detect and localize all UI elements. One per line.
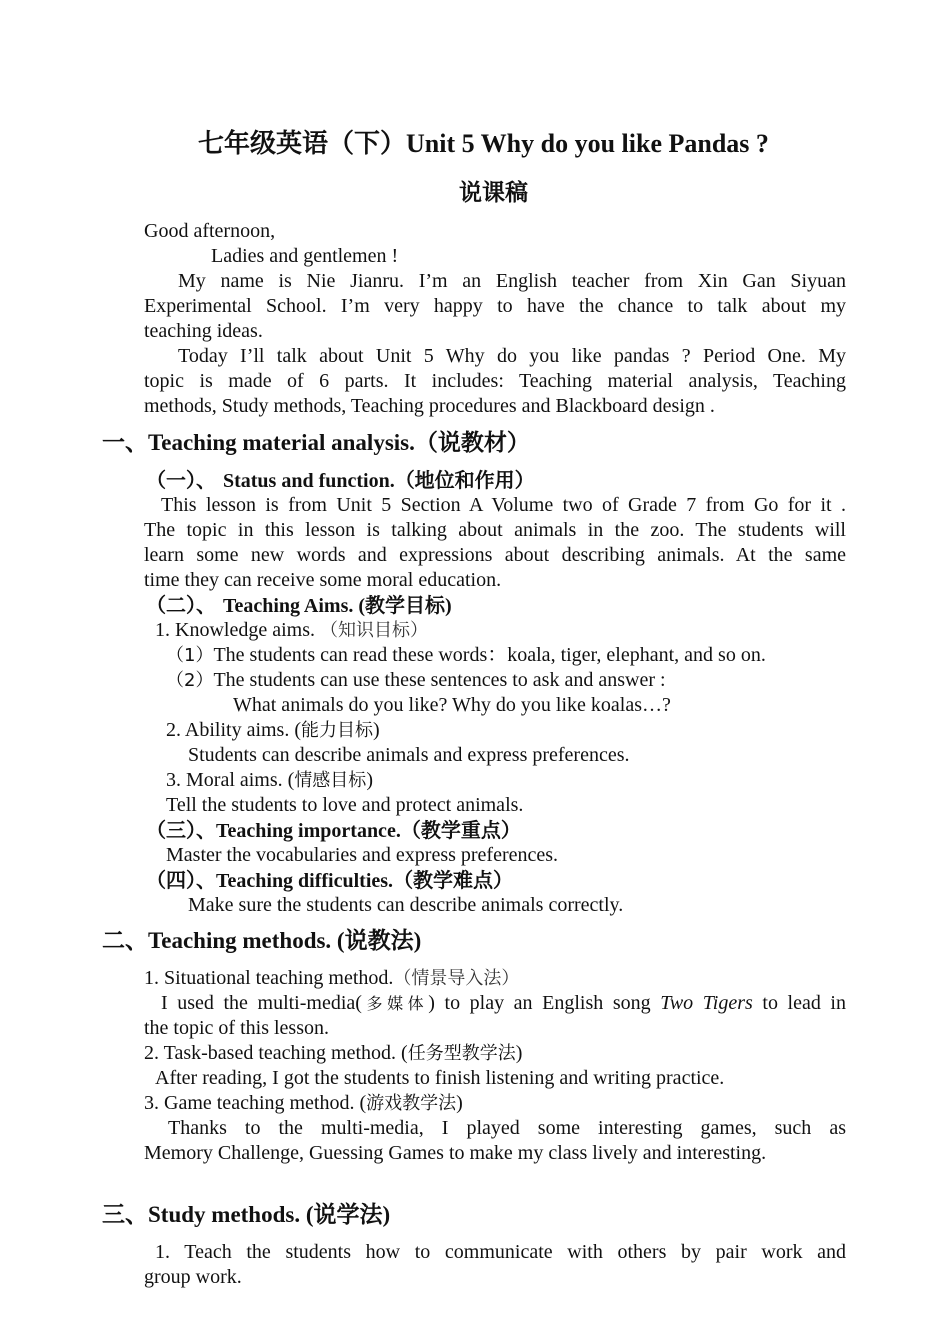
- knowledge-item-1: [166, 643, 766, 668]
- intro-p2-line-3: methods, Study methods, Teaching procedures and Blackboard design .: [144, 395, 715, 417]
- section3-title-end: ): [382, 1202, 391, 1227]
- moral-aims: [166, 768, 373, 793]
- method-3: [144, 1091, 463, 1116]
- sub1-text-line-1: This lesson is from Unit 5 Section A Volume two of Grade 7 from Go for it .: [161, 494, 846, 516]
- moral-aims-label: 3. Moral aims. (: [166, 769, 295, 791]
- sub4-text: Make sure the students can describe animals correctly.: [188, 894, 624, 916]
- moral-aims-cn: 情感目标: [294, 770, 367, 791]
- document-title: [198, 128, 769, 160]
- song-title: Two Tigers: [660, 992, 753, 1014]
- sub3-title: Teaching importance.: [216, 820, 401, 842]
- sub1-heading: [146, 468, 535, 494]
- section2-heading: [102, 926, 421, 956]
- sub1-title-cn: （地位和作用）: [394, 468, 535, 492]
- intro-p2-line-2: topic is made of 6 parts. It includes: Teaching material analysis, Teaching: [144, 370, 846, 392]
- sub3-heading: [146, 818, 521, 844]
- sub4-number: （四）、: [146, 868, 216, 892]
- method-1-text-cn: 多媒体: [361, 994, 429, 1013]
- section2-number: 二、: [102, 928, 148, 954]
- sub3-text: Master the vocabularies and express preferences.: [166, 844, 559, 866]
- method-2-label: 2. Task-based teaching method. (: [144, 1042, 408, 1064]
- knowledge-aims-cn: （知识目标）: [319, 620, 428, 641]
- sub2-title-cn: 教学目标: [365, 593, 446, 617]
- method-2-text: After reading, I got the students to finish listening and writing practice.: [155, 1067, 725, 1089]
- knowledge-item-1-number: （1）: [166, 645, 214, 666]
- method-3-cn: 游戏教学法: [366, 1093, 457, 1114]
- sub4-heading: [146, 868, 513, 894]
- section1-title-cn: （说教材）: [414, 430, 530, 456]
- moral-aims-end: ): [366, 769, 373, 791]
- intro-p2-line-1: Today I’ll talk about Unit 5 Why do you like pandas ? Period One. My: [178, 345, 846, 367]
- method-1: [144, 966, 519, 991]
- sub1-text-line-4: time they can receive some moral education.: [144, 569, 502, 591]
- intro-p1-line-3: teaching ideas.: [144, 320, 263, 342]
- sub4-title-cn: （教学难点）: [393, 868, 514, 892]
- knowledge-aims-label: 1. Knowledge aims.: [155, 619, 320, 641]
- greeting-line-2: Ladies and gentlemen !: [211, 245, 399, 267]
- method-3-label: 3. Game teaching method. (: [144, 1092, 367, 1114]
- method-1-text-a: I used the multi-media(: [161, 992, 362, 1014]
- knowledge-item-2-questions: What animals do you like? Why do you like koalas…?: [233, 694, 671, 716]
- sub3-title-cn: （教学重点）: [400, 818, 521, 842]
- knowledge-item-2: [166, 668, 666, 693]
- knowledge-aims: [155, 618, 428, 643]
- section3-title-cn: 说学法: [313, 1202, 383, 1228]
- method-2-cn: 任务型教学法: [407, 1043, 516, 1064]
- method-2-end: ): [515, 1042, 523, 1064]
- sub1-title: Status and function.: [222, 470, 395, 492]
- method-1-cn: （情景导入法）: [393, 968, 520, 989]
- method-3-text-line-1: Thanks to the multi-media, I played some interesting games, such as: [168, 1117, 846, 1139]
- sub2-title: Teaching Aims. (: [222, 595, 366, 617]
- section2-title-cn: 说教法: [344, 928, 414, 954]
- moral-aims-text: Tell the students to love and protect animals.: [166, 794, 524, 816]
- sub1-number: （一）、: [146, 468, 223, 492]
- method-3-end: ): [456, 1092, 463, 1114]
- study-method-1-line-1: 1. Teach the students how to communicate with others by pair work and: [155, 1241, 846, 1263]
- section3-title: Study methods. (: [148, 1202, 314, 1227]
- sub2-number: （二）、: [146, 593, 223, 617]
- document-subtitle: 说课稿: [459, 180, 528, 206]
- section2-title: Teaching methods. (: [148, 928, 345, 953]
- sub2-heading: [146, 593, 452, 619]
- knowledge-item-2-number: （2）: [166, 670, 214, 691]
- greeting-line-1: Good afternoon,: [144, 220, 276, 242]
- ability-aims-text: Students can describe animals and express preferences.: [188, 744, 630, 766]
- knowledge-item-2-text: The students can use these sentences to ask and answer :: [213, 669, 666, 691]
- section3-heading: [102, 1200, 390, 1230]
- method-2: [144, 1041, 522, 1066]
- sub1-text-line-2: The topic in this lesson is talking about animals in the zoo. The students will: [144, 519, 846, 541]
- method-1-text-line-1: [161, 991, 846, 1016]
- knowledge-item-1-text: The students can read these words：koala, tiger, elephant, and so on.: [213, 644, 766, 666]
- ability-aims-cn: 能力目标: [301, 720, 373, 741]
- method-1-text-b: ) to play an English song: [428, 992, 661, 1014]
- intro-p1-line-2: Experimental School. I’m very happy to have the chance to talk about my: [144, 295, 846, 317]
- study-method-1-line-2: group work.: [144, 1266, 242, 1288]
- ability-aims-label: 2. Ability aims. (: [166, 719, 301, 741]
- section1-title: Teaching material analysis.: [148, 430, 415, 455]
- title-en: Unit 5 Why do you like Pandas ?: [406, 129, 769, 158]
- method-1-text-line-2: the topic of this lesson.: [144, 1017, 329, 1039]
- section3-number: 三、: [102, 1202, 148, 1228]
- sub2-title-end: ): [445, 595, 452, 617]
- method-1-label: 1. Situational teaching method.: [144, 967, 394, 989]
- sub4-title: Teaching difficulties.: [216, 870, 394, 892]
- ability-aims: [166, 718, 380, 743]
- ability-aims-end: ): [373, 719, 380, 741]
- section1-number: 一、: [102, 430, 148, 456]
- method-3-text-line-2: Memory Challenge, Guessing Games to make my class lively and interesting.: [144, 1142, 767, 1164]
- sub3-number: （三）、: [146, 818, 216, 842]
- sub1-text-line-3: learn some new words and expressions about describing animals. At the same: [144, 544, 846, 566]
- section1-heading: [102, 428, 530, 458]
- method-1-text-c: to lead in: [752, 992, 846, 1014]
- intro-p1-line-1: My name is Nie Jianru. I’m an English teacher from Xin Gan Siyuan: [178, 270, 846, 292]
- title-cn: 七年级英语（下）: [198, 129, 407, 159]
- section2-title-end: ): [413, 928, 422, 953]
